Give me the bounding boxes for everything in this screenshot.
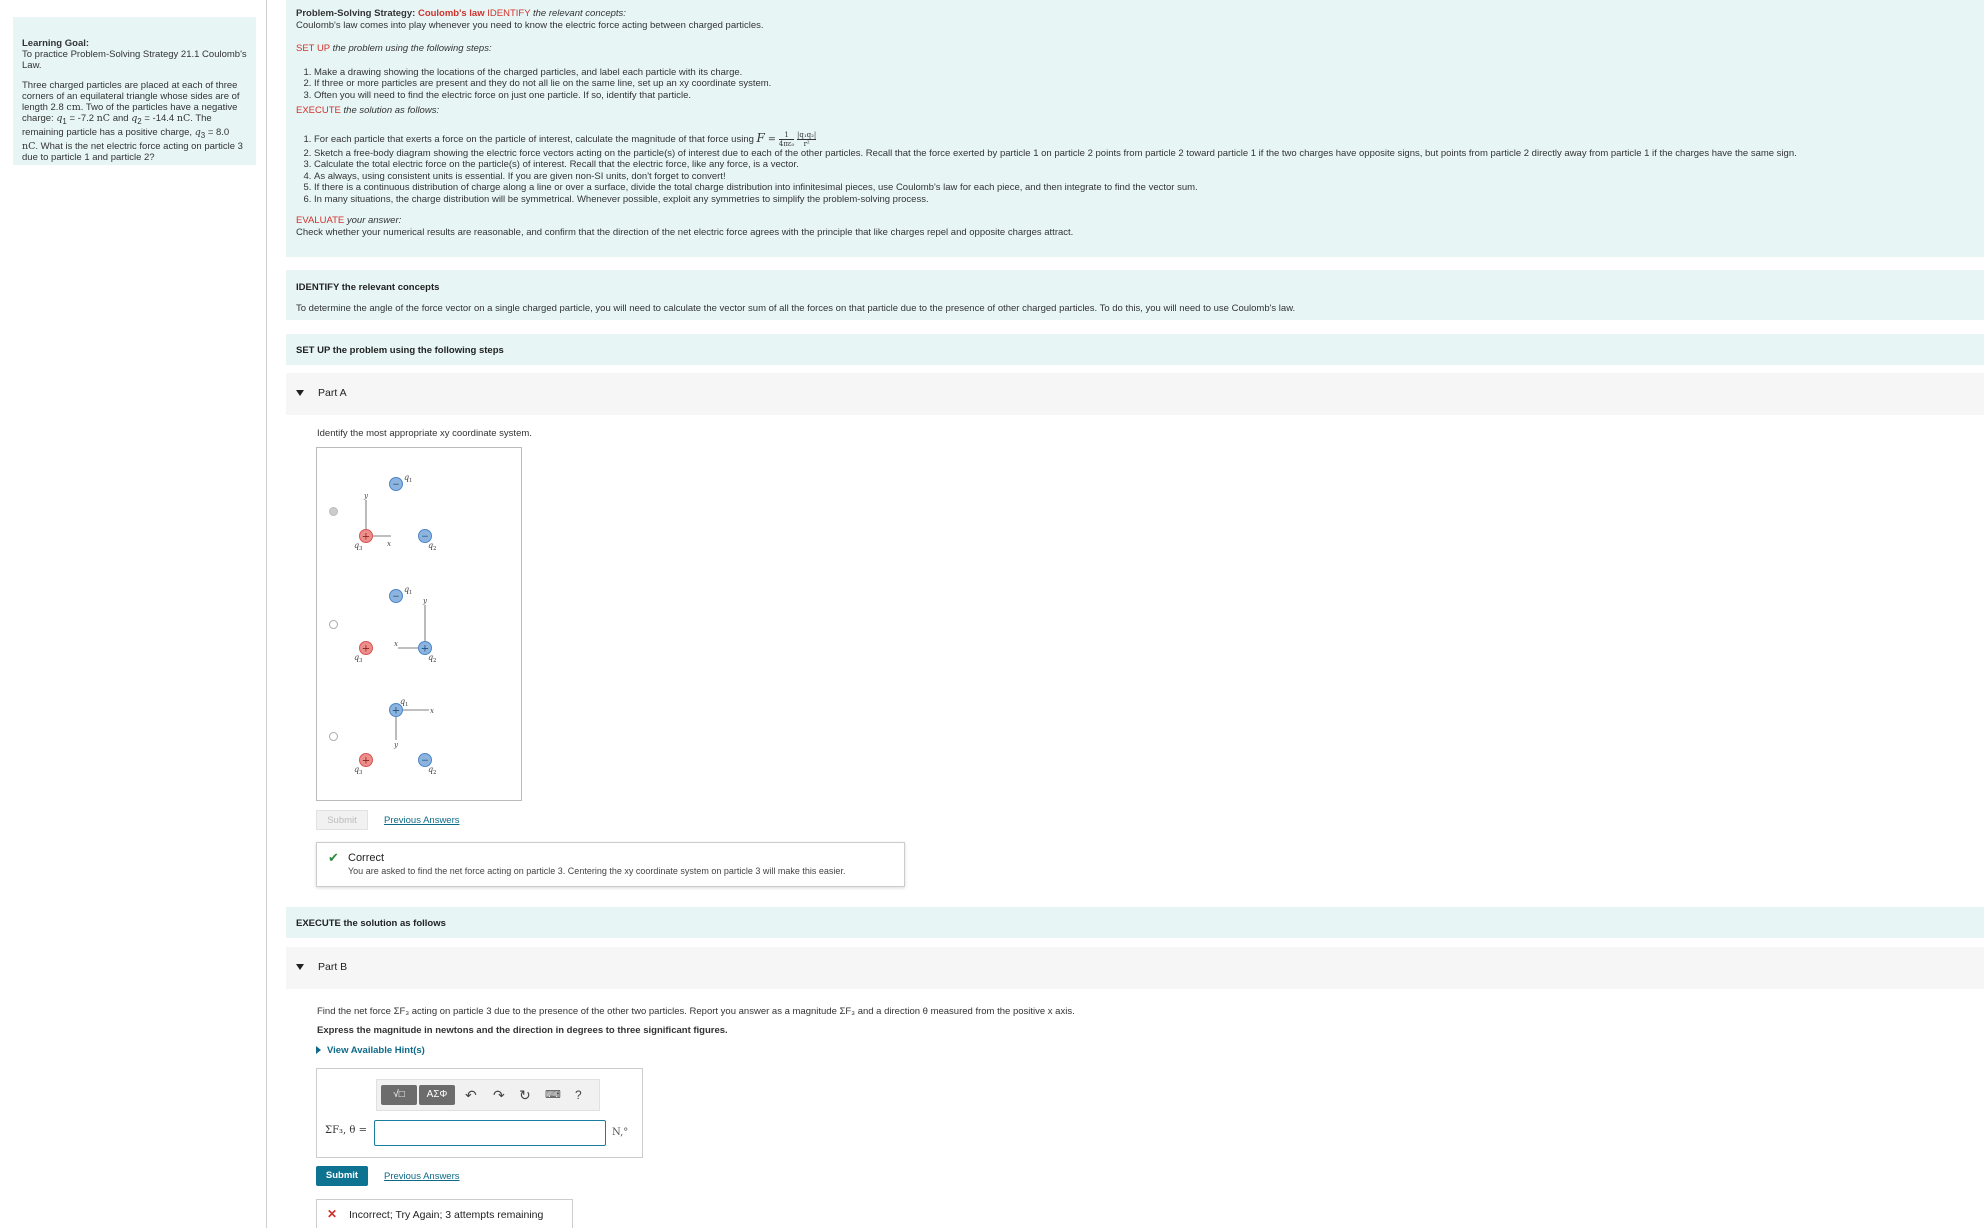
execute-step: 3. Calculate the total electric force on the particle(s) of interest. Recall that the electric force, like any force, is a vector. [314, 159, 1974, 171]
feedback-title: Correct [348, 852, 385, 864]
reset-icon[interactable]: ↻ [519, 1087, 531, 1103]
q3-sub: 3 [200, 130, 206, 140]
setup-rest: the problem using the following steps: [332, 43, 492, 54]
coordinate-choices [316, 447, 522, 801]
choice-diagram-2 [354, 585, 437, 664]
plus-sign: + [361, 643, 371, 655]
charge-subscript: 1 [409, 590, 413, 596]
math-toolbar [376, 1079, 600, 1111]
checkmark-icon: ✔ [328, 850, 339, 865]
coulomb-formula: F [756, 130, 765, 145]
y-axis-label: y [423, 597, 427, 605]
q1-symbol: q [56, 113, 63, 124]
charge-subscript: 2 [433, 770, 437, 776]
part-b-submit-button[interactable]: Submit [316, 1166, 368, 1186]
setup-heading [296, 43, 1974, 55]
execute-step-text: For each particle that exerts a force on the particle of interest, calculate the magnitude of that force using [314, 133, 754, 145]
problem-statement [22, 80, 247, 163]
execute-steps [296, 131, 1974, 206]
minus-sign: − [421, 532, 429, 542]
charge-unit: nC [22, 140, 36, 152]
charge-label: q [428, 653, 434, 662]
q3-value: = 8.0 [205, 126, 230, 138]
minus-sign: − [421, 756, 429, 766]
charge-label: q [354, 765, 360, 774]
identify-keyword: IDENTIFY [487, 8, 531, 19]
strategy-heading [296, 8, 1974, 20]
setup-step: 3. Often you will need to find the electric force on just one particle. If so, identify that particle. [314, 90, 1974, 102]
part-a-question: Identify the most appropriate xy coordinate system. [317, 428, 532, 439]
charge-subscript: 1 [405, 702, 409, 708]
setup-keyword: SET UP [296, 43, 330, 54]
strategy-topic: Coulomb's law [417, 8, 485, 19]
execute-step: 5. If there is a continuous distribution of charge along a line or over a surface, divide the total charge distribution into infinitesimal pieces, use Coulomb's law for each piece, and then integrate to find the vector sum. [314, 182, 1974, 194]
execute-keyword: EXECUTE [296, 105, 341, 116]
y-axis-label: y [394, 741, 398, 749]
undo-icon[interactable]: ↶ [465, 1087, 477, 1103]
x-axis-label: x [387, 540, 391, 548]
answer-input-label: ΣF₃, θ = [325, 1125, 367, 1136]
execute-rest: the solution as follows: [343, 105, 440, 116]
q2-symbol: q [131, 113, 138, 124]
x-axis-label: x [430, 707, 434, 715]
expand-arrow-icon [316, 1046, 321, 1054]
strategy-box [286, 0, 1984, 257]
formula-fraction-2: $\frac{\text{|q₁q₂|}}{\text{r²}}$ [797, 130, 817, 148]
collapse-arrow-icon[interactable] [296, 390, 304, 396]
learning-goal-title: Learning Goal: [22, 38, 90, 49]
help-icon[interactable]: ? [575, 1088, 582, 1102]
charge-label: q [404, 473, 410, 482]
q1-value: = -7.2 [66, 113, 95, 124]
incorrect-feedback-text: Incorrect; Try Again; 3 attempts remaining [349, 1209, 544, 1221]
evaluate-keyword: EVALUATE [296, 215, 345, 226]
panel-divider [266, 0, 267, 1228]
y-axis-label: y [364, 492, 368, 500]
identify-text: Coulomb's law comes into play whenever you need to know the electric force acting between charged particles. [296, 19, 764, 31]
evaluate-heading [296, 215, 1974, 227]
part-a-submit-button[interactable]: Submit [316, 810, 368, 830]
setup-step: 1. Make a drawing showing the locations of the charged particles, and label each particle with its charge. [314, 67, 1974, 79]
x-axis-label: x [394, 640, 398, 648]
charge-label: q [400, 697, 406, 706]
identify-section-text: To determine the angle of the force vector on a single charged particle, you will need to calculate the vector sum of all the forces on that particle due to the presence of other charged particles. To do this, you will need to use Coulomb's law. [296, 303, 1296, 314]
charge-label: q [354, 653, 360, 662]
problem-text-2: . Two of the particles have a negative charge: [22, 102, 238, 124]
charge-subscript: 3 [359, 658, 363, 664]
part-a-header[interactable] [286, 373, 1984, 415]
execute-step: 1. For each particle that exerts a force on the particle of interest, calculate the magnitude of that force using F = $\frac{1}{\text{4πε₀}}$ $\frac{\text{|q₁q₂|}}{\text{r²}}$ [314, 131, 1974, 148]
charge-unit: nC [96, 113, 111, 124]
answer-units: N,° [612, 1127, 629, 1138]
hints-label: View Available Hint(s) [327, 1045, 425, 1056]
formula-fraction-1: $\frac{1}{\text{4πε₀}}$ [778, 130, 795, 148]
charge-subscript: 3 [359, 770, 363, 776]
charge-label: q [428, 765, 434, 774]
keyboard-icon[interactable]: ⌨ [545, 1089, 561, 1101]
x-icon: ✕ [327, 1207, 338, 1221]
strategy-heading-prefix: Problem-Solving Strategy: [296, 8, 416, 19]
identify-section [286, 270, 1984, 320]
evaluate-rest: your answer: [346, 215, 402, 226]
part-b-feedback [316, 1199, 573, 1228]
charge-label: q [428, 541, 434, 550]
part-a-feedback [316, 842, 905, 887]
charge-label: q [354, 541, 360, 550]
execute-section [286, 907, 1984, 938]
templates-button[interactable]: √□ [381, 1085, 417, 1105]
collapse-arrow-icon[interactable] [296, 964, 304, 970]
feedback-text: You are asked to find the net force acting on particle 3. Centering the xy coordinate system on particle 3 will make this easier. [348, 866, 846, 876]
setup-steps [296, 67, 1974, 102]
part-b-header[interactable] [286, 947, 1984, 989]
identify-rest: the relevant concepts: [533, 8, 626, 19]
execute-step: 4. As always, using consistent units is essential. If you are given non-SI units, don't forget to convert! [314, 171, 1974, 183]
problem-text-1: Three charged particles are placed at each of three corners of an equilateral triangle whose sides are of length 2.8 [22, 80, 240, 113]
problem-text-4: . What is the net electric force acting on particle 3 due to particle 1 and particle 2? [22, 140, 243, 163]
q2-value: = -14.4 [141, 113, 175, 124]
charge-subscript: 2 [433, 546, 437, 552]
part-a-label: Part A [318, 387, 347, 399]
setup-section-title: SET UP the problem using the following steps [296, 345, 504, 356]
charge-subscript: 3 [359, 546, 363, 552]
execute-step: 2. Sketch a free-body diagram showing the electric force vectors acting on the particle(s) of interest due to each of the other particles. Recall that the force exerted by particle 1 on particle 2 points from particle 2 toward particle 1 if the two charges have opposite signs, but points from particle 2 directly away from particle 1 if the charges have the same sign. [314, 148, 1974, 160]
execute-section-title: EXECUTE the solution as follows [296, 918, 446, 929]
plus-sign: + [361, 755, 371, 767]
setup-section [286, 334, 1984, 365]
identify-section-title: IDENTIFY the relevant concepts [296, 282, 440, 293]
execute-step: 6. In many situations, the charge distribution will be symmetrical. Whenever possible, exploit any symmetries to simplify the problem-solving process. [314, 194, 1974, 206]
plus-sign: + [391, 705, 401, 717]
setup-step: 2. If three or more particles are present and they do not all lie on the same line, set up an xy coordinate system. [314, 78, 1974, 90]
symbols-button[interactable]: ΑΣΦ [419, 1085, 455, 1105]
answer-box [316, 1068, 643, 1158]
execute-heading [296, 105, 1974, 117]
learning-goal-panel [13, 17, 256, 165]
choice-diagram-3 [354, 697, 437, 776]
length-unit: cm [66, 102, 81, 113]
charge-subscript: 1 [409, 478, 413, 484]
charge-label: q [404, 585, 410, 594]
charge-subscript: 2 [433, 658, 437, 664]
evaluate-text: Check whether your numerical results are reasonable, and confirm that the direction of the net electric force agrees with the principle that like charges repel and opposite charges attract. [296, 226, 1074, 238]
minus-sign: − [392, 480, 400, 490]
problem-text-3: . The remaining particle has a positive charge, [22, 113, 212, 138]
q1-sub: 1 [62, 116, 67, 126]
plus-sign: + [361, 531, 371, 543]
part-b-question: Find the net force ΣF₃ acting on particle 3 due to the presence of the other two particles. Report you answer as a magnitude ΣF₃ and a direction θ measured from the positive x axis. [317, 1006, 1075, 1017]
learning-goal-text: To practice Problem-Solving Strategy 21.1 Coulomb's Law. [22, 49, 247, 71]
coordinate-diagrams [317, 448, 521, 800]
part-b-label: Part B [318, 961, 348, 973]
charge-unit: nC [176, 113, 191, 124]
view-hints-link[interactable] [316, 1045, 425, 1056]
minus-sign: − [392, 592, 400, 602]
part-b-previous-answers-link[interactable]: Previous Answers [384, 1171, 460, 1182]
and-text: and [110, 113, 129, 124]
part-b-instruction: Express the magnitude in newtons and the direction in degrees to three significant figures. [317, 1025, 728, 1036]
q3-symbol: q [194, 126, 201, 138]
answer-input[interactable] [374, 1120, 606, 1146]
redo-icon[interactable]: ↷ [493, 1087, 505, 1103]
choice-diagram-1 [354, 473, 437, 552]
q2-sub: 2 [137, 116, 142, 126]
plus-sign: + [420, 643, 430, 655]
part-a-previous-answers-link[interactable]: Previous Answers [384, 815, 460, 826]
